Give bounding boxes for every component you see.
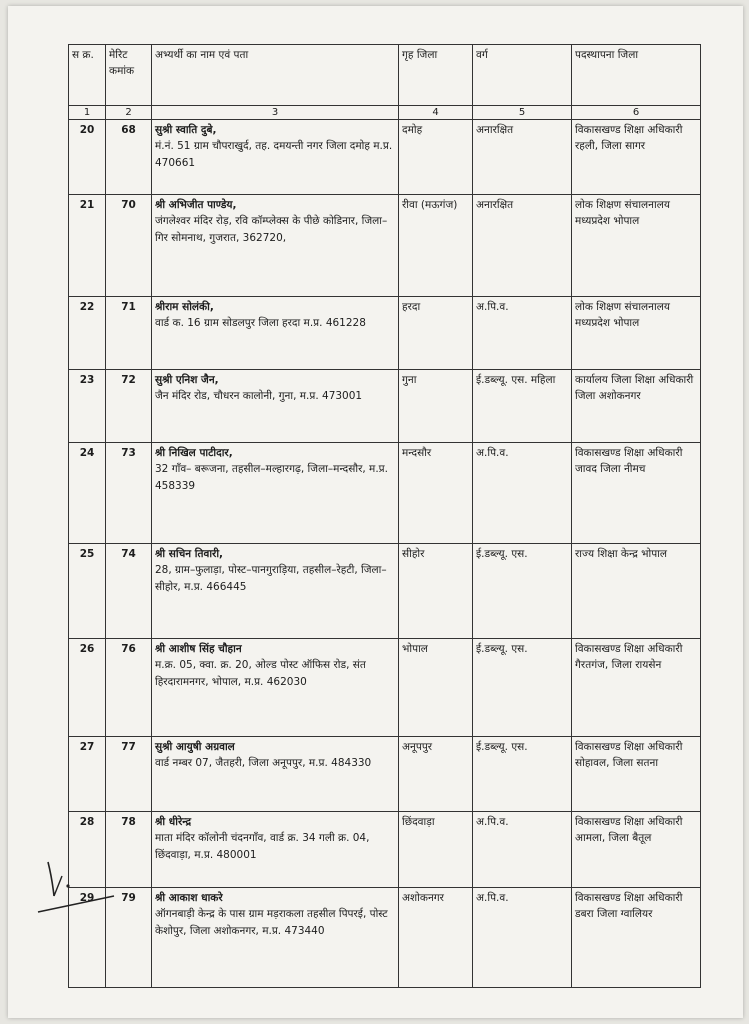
candidate-cell xyxy=(152,443,399,544)
home-district: रीवा (मऊगंज) xyxy=(399,195,473,297)
posting-district: लोक शिक्षण संचालनालय मध्यप्रदेश भोपाल xyxy=(572,195,701,297)
column-number: 5 xyxy=(473,106,572,120)
column-number: 1 xyxy=(69,106,106,120)
header-name-address: अभ्यर्थी का नाम एवं पता xyxy=(152,45,399,106)
home-district: सीहोर xyxy=(399,544,473,639)
pen-dot xyxy=(66,884,69,887)
home-district: छिंदवाड़ा xyxy=(399,812,473,888)
candidate-address: माता मंदिर कॉलोनी चंदनगाँव, वार्ड क्र. 34 गली क्र. 04, छिंदवाड़ा, म.प्र. 480001 xyxy=(155,832,370,861)
candidate-name: सुश्री एनिश जैन, xyxy=(155,374,219,386)
candidate-address: 32 गाँव– बरूजना, तहसील–मल्हारगढ़, जिला–मन्दसौर, म.प्र. 458339 xyxy=(155,463,388,492)
candidate-cell xyxy=(152,120,399,195)
posting-district: विकासखण्ड शिक्षा अधिकारी सोहावल, जिला सतना xyxy=(572,737,701,812)
serial-number: 20 xyxy=(69,120,106,195)
candidate-cell xyxy=(152,639,399,737)
column-number: 3 xyxy=(152,106,399,120)
column-number-row xyxy=(69,106,701,120)
header-serial: स क्र. xyxy=(69,45,106,106)
serial-number: 25 xyxy=(69,544,106,639)
serial-number: 27 xyxy=(69,737,106,812)
candidate-name: श्री आकाश धाकरे xyxy=(155,892,223,904)
candidate-cell xyxy=(152,370,399,443)
posting-district: कार्यालय जिला शिक्षा अधिकारी जिला अशोकनगर xyxy=(572,370,701,443)
candidate-address: वार्ड क. 16 ग्राम सोडलपुर जिला हरदा म.प्र. 461228 xyxy=(155,317,366,330)
home-district: गुना xyxy=(399,370,473,443)
serial-number: 28 xyxy=(69,812,106,888)
pen-stroke xyxy=(54,876,62,896)
merit-number: 76 xyxy=(106,639,152,737)
candidate-name: सुश्री स्वाति दुबे, xyxy=(155,124,217,136)
pen-stroke xyxy=(48,862,54,896)
candidate-address: म.क्र. 05, क्वा. क्र. 20, ओल्ड पोस्ट ऑफिस रोड, संत हिरदारामनगर, भोपाल, म.प्र. 462030 xyxy=(155,659,366,688)
table-header-row xyxy=(69,45,701,106)
posting-district: राज्य शिक्षा केन्द्र भोपाल xyxy=(572,544,701,639)
column-number: 4 xyxy=(399,106,473,120)
candidate-name: सुश्री आयुषी अग्रवाल xyxy=(155,741,235,753)
table-row xyxy=(69,888,701,988)
candidate-name: श्रीराम सोलंकी, xyxy=(155,301,214,313)
home-district: अनूपपुर xyxy=(399,737,473,812)
merit-number: 71 xyxy=(106,297,152,370)
candidate-cell xyxy=(152,195,399,297)
merit-number: 73 xyxy=(106,443,152,544)
posting-district: विकासखण्ड शिक्षा अधिकारी गैरतगंज, जिला रायसेन xyxy=(572,639,701,737)
home-district: दमोह xyxy=(399,120,473,195)
candidate-name: श्री सचिन तिवारी, xyxy=(155,548,224,560)
category: अ.पि.व. xyxy=(473,297,572,370)
header-category: वर्ग xyxy=(473,45,572,106)
candidate-address: 28, ग्राम–फुलाड़ा, पोस्ट–पानगुराड़िया, तहसील–रेहटी, जिला–सीहोर, म.प्र. 466445 xyxy=(155,564,387,593)
posting-district: विकासखण्ड शिक्षा अधिकारी रहली, जिला सागर xyxy=(572,120,701,195)
candidate-cell xyxy=(152,297,399,370)
candidate-name: श्री धीरेन्द्र xyxy=(155,816,192,828)
category: ई.डब्ल्यू. एस. xyxy=(473,737,572,812)
category: अनारक्षित xyxy=(473,195,572,297)
header-posting-district: पदस्थापना जिला xyxy=(572,45,701,106)
serial-number: 29 xyxy=(69,888,106,988)
posting-district: लोक शिक्षण संचालनालय मध्यप्रदेश भोपाल xyxy=(572,297,701,370)
candidate-name: श्री अभिजीत पाण्डेय, xyxy=(155,199,237,211)
merit-number: 70 xyxy=(106,195,152,297)
candidate-cell xyxy=(152,544,399,639)
serial-number: 21 xyxy=(69,195,106,297)
table-row xyxy=(69,737,701,812)
table-row xyxy=(69,195,701,297)
candidate-address: जंगलेश्वर मंदिर रोड़, रवि कॉम्प्लेक्स के पीछे कोडिनार, जिला–गिर सोमनाथ, गुजरात, 362720, xyxy=(155,215,388,244)
merit-number: 78 xyxy=(106,812,152,888)
merit-number: 74 xyxy=(106,544,152,639)
serial-number: 23 xyxy=(69,370,106,443)
table-row xyxy=(69,639,701,737)
document-page xyxy=(8,6,743,1018)
column-number: 2 xyxy=(106,106,152,120)
category: अ.पि.व. xyxy=(473,443,572,544)
candidate-address: जैन मंदिर रोड, चौधरन कालोनी, गुना, म.प्र. 473001 xyxy=(155,390,363,403)
candidate-address: मं.नं. 51 ग्राम चौपराखुर्द, तह. दमयन्ती नगर जिला दमोह म.प्र. 470661 xyxy=(155,140,393,169)
merit-number: 68 xyxy=(106,120,152,195)
candidate-cell xyxy=(152,737,399,812)
home-district: मन्दसौर xyxy=(399,443,473,544)
merit-number: 79 xyxy=(106,888,152,988)
header-merit: मेरिट कमांक xyxy=(106,45,152,106)
merit-number: 72 xyxy=(106,370,152,443)
home-district: भोपाल xyxy=(399,639,473,737)
category: अ.पि.व. xyxy=(473,812,572,888)
table-row xyxy=(69,297,701,370)
pen-strike xyxy=(38,896,114,912)
table-row xyxy=(69,120,701,195)
category: ई.डब्ल्यू. एस. महिला xyxy=(473,370,572,443)
posting-district: विकासखण्ड शिक्षा अधिकारी जावद जिला नीमच xyxy=(572,443,701,544)
home-district: हरदा xyxy=(399,297,473,370)
column-number: 6 xyxy=(572,106,701,120)
table-row xyxy=(69,544,701,639)
header-home-district: गृह जिला xyxy=(399,45,473,106)
table-row xyxy=(69,443,701,544)
category: अनारक्षित xyxy=(473,120,572,195)
candidate-name: श्री निखिल पाटीदार, xyxy=(155,447,233,459)
candidate-cell xyxy=(152,888,399,988)
posting-district: विकासखण्ड शिक्षा अधिकारी डबरा जिला ग्वालियर xyxy=(572,888,701,988)
category: अ.पि.व. xyxy=(473,888,572,988)
handwritten-mark xyxy=(36,856,156,916)
home-district: अशोकनगर xyxy=(399,888,473,988)
category: ई.डब्ल्यू. एस. xyxy=(473,639,572,737)
serial-number: 24 xyxy=(69,443,106,544)
serial-number: 26 xyxy=(69,639,106,737)
category: ई.डब्ल्यू. एस. xyxy=(473,544,572,639)
posting-table xyxy=(68,44,701,988)
serial-number: 22 xyxy=(69,297,106,370)
merit-number: 77 xyxy=(106,737,152,812)
candidate-name: श्री आशीष सिंह चौहान xyxy=(155,643,242,655)
candidate-address: ऑगनबाड़ी केन्द्र के पास ग्राम मड़राकला तहसील पिपरई, पोस्ट केशोपुर, जिला अशोकनगर, म.प्र. 473440 xyxy=(155,908,388,937)
posting-district: विकासखण्ड शिक्षा अधिकारी आमला, जिला बैतूल xyxy=(572,812,701,888)
table-row xyxy=(69,812,701,888)
table-row xyxy=(69,370,701,443)
candidate-cell xyxy=(152,812,399,888)
candidate-address: वार्ड नम्बर 07, जैतहरी, जिला अनूपपुर, म.प्र. 484330 xyxy=(155,757,372,770)
